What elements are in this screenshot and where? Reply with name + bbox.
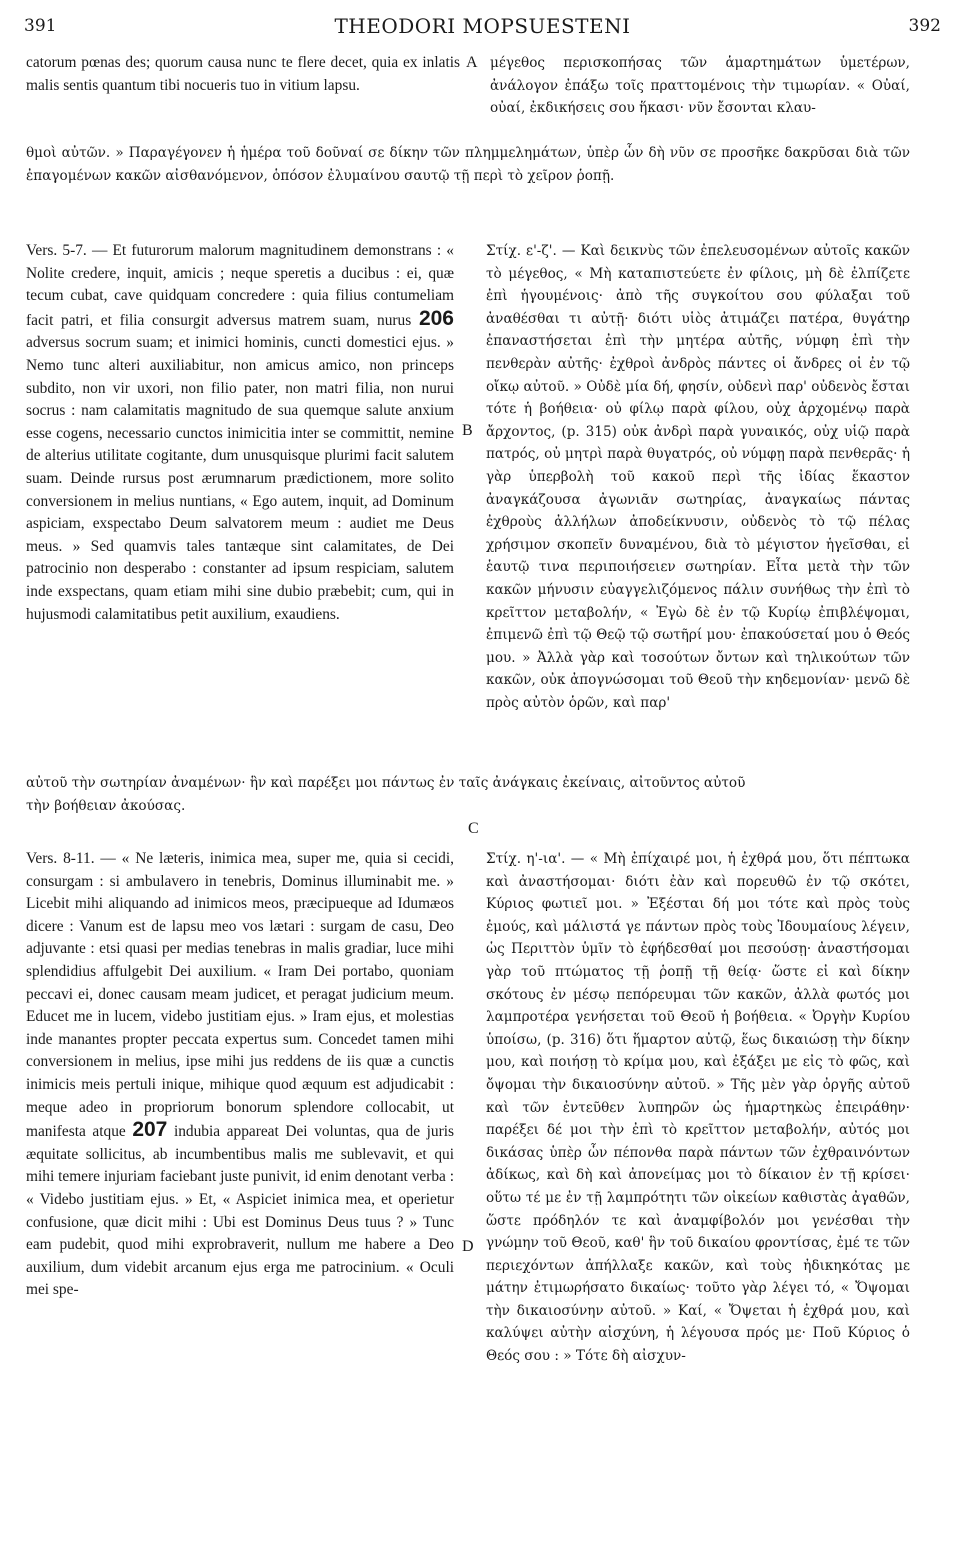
margin-letter-c: C — [468, 820, 479, 837]
latin-column-section-1 — [26, 240, 454, 768]
latin-column-section-2 — [26, 848, 454, 1528]
latin-text-5-7-part-a: Vers. 5-7. — Et futurorum malorum magnitudinem demonstrans : « Nolite credere, inquit, amicis ; neque speretis a ducibus : ei, quæ tecum cubat, cave quidquam concredere : quia filius contumeliam facit patri, et filia consurgit adversus matrem suam, nurus — [26, 242, 454, 329]
running-title: THEODORI MOPSUESTENI — [334, 14, 631, 38]
column-number-206: 206 — [418, 306, 454, 330]
greek-column-section-2: Στίχ. η'-ια'. — « Μὴ ἐπίχαιρέ μοι, ἡ ἐχθρά μου, ὅτι πέπτωκα καὶ ἀναστήσομαι· διότι ἐὰν καὶ πορευθῶ ἐν τῷ σκότει, Κύριος φωτιεῖ μοι. » Ἐξέσται δή μοι τότε καὶ πρὸς τοὺς ἐμούς, καὶ μάλιστά γε πάντων πρὸς τοὺς Ἰδουμαίους λέγειν, ὡς Περιττὸν ὑμῖν τὸ ἐφήδεσθαί μοι πεσούσῃ· ἀναστήσομαι γὰρ τοῦ πτώματος τῇ ῥοπῇ τῇ θείᾳ· ὥστε εἰ καὶ δίκην σκότους ἐν μέσῳ πεπόρευμαι τῶν κακῶν, ἀλλὰ φωτός μοι λαμπροτέρα γενήσεται τοῦ Θεοῦ ἡ βοήθεια. « Ὀργὴν Κυρίου ὑποίσω, (p. 316) ὅτι ἥμαρτον αὐτῷ, ἕως δικαιώσῃ τὴν δίκην μου, καὶ ποιήσῃ τὸ κρίμα μου, καὶ ἐξάξει με εἰς τὸ φῶς, καὶ ὄψομαι τὴν δικαιοσύνην αὐτοῦ. » Τῆς μὲν γὰρ ὀργῆς αὐτοῦ καὶ τῶν ἐντεῦθεν λυπηρῶν ὡς ἡμαρτηκὼς ἐπειράθην· παρέξει δέ μοι τὴν ἐπὶ τὸ κρεῖττον μεταβολήν, αὐτός μοι δικάσας ὑπὲρ ὧν πέπονθα παρὰ πάντων τῶν ἐχθραινόντων ἀδίκως, καὶ δὴ καὶ ἀπονείμας μοι τὸ δίκαιον ἐν τῇ κρίσει· οὕτω τέ με ἐν τῇ λαμπρότητι τῶν οἰκείων καθιστὰς ἀγαθῶν, ὥστε πρόδηλόν τε καὶ ἀναμφίβολόν μοι γενέσθαι τὴν γνώμην τοῦ Θεοῦ, καθ' ἣν τοῦ δικαίου φροντίσας, ἐμέ τε τῶν περιεχόντων ἀπήλλαξε κακῶν, καὶ τοὺς ἠδικηκότας με μάτην ἐτιμωρήσατο δικαίως· τοῦτο γὰρ λέγει τό, « Ὄψομαι τὴν δικαιοσύνην αὐτοῦ. » Καί, « Ὄψεται ἡ ἐχθρά μου, καὶ καλύψει αὐτὴν αἰσχύνη, ἡ λέγουσα πρός με· Ποῦ Κύριος ὁ Θεός σου : » Τότε δὴ αἰσχυν- — [486, 851, 910, 1365]
top-latin-paragraph: catorum pœnas des; quorum causa nunc te flere decet, quia ex inlatis malis sentis quantum tibi nocueris tuo in vitium lapsu. — [26, 54, 460, 94]
page-number-left: 391 — [24, 16, 57, 36]
top-greek-continuation: θμοὶ αὐτῶν. » Παραγέγονεν ἡ ἡμέρα τοῦ δοῦναί σε δίκην τῶν πλημμελημάτων, ὑπὲρ ὧν δὴ νῦν σε προσῆκε δακρῦσαι διὰ τῶν ἐπαγομένων κακῶν αἰσθανόμενον, ὁπόσον ἐλυμαίνου σαυτῷ τῇ περὶ τὸ χεῖρον ῥοπῇ. — [26, 145, 910, 184]
column-number-207: 207 — [132, 1118, 168, 1142]
greek-column-section-1: Στίχ. ε'-ζ'. — Καὶ δεικνὺς τῶν ἐπελευσομένων αὐτοῖς κακῶν τὸ μέγεθος, « Μὴ καταπιστεύετε ἐν φίλοις, μὴ δὲ ἐλπίζετε ἐπὶ ἡγουμένοις· ἀπὸ τῆς συγκοίτου σου φύλαξαι τοῦ ἀναθέσθαι τι αὐτῇ· διότι υἱὸς ἀτιμάζει πατέρα, θυγάτηρ ἐπαναστήσεται ἐπὶ τὴν μητέρα αὐτῆς, νύμφη ἐπὶ τὴν πενθερὰν αὐτῆς· ἐχθροὶ ἀνδρὸς πάντες οἱ ἄνδρες οἱ ἐν τῷ οἴκῳ αὐτοῦ. » Οὐδὲ μία δή, φησίν, οὐδενὶ παρ' οὐδενὸς ἔσται τότε ἡ βοήθεια· οὐ φίλῳ παρὰ φίλου, οὐχ ἀρχομένῳ παρὰ ἄρχοντος, (p. 315) οὐκ ἀνδρὶ παρὰ γυναικός, οὐχ υἱῷ παρὰ πατρός, οὐ μητρὶ παρὰ θυγατρός, οὐ νύμφῃ παρὰ πενθερᾶς· ἡ γὰρ ὑπερβολὴ τοῦ κακοῦ περὶ τῆς ἰδίας ἕκαστον ἀναγκάζουσα ἀγωνιᾶν σωτηρίας, ἀναγκαίως πάντας ἐχθροὺς ἀλλήλων ἀποδείκνυσιν, οὐδενὸς τὸ τῷ πέλας χρήσιμον σκοπεῖν δυναμένου, διὰ τὸ μέγιστον ἡγεῖσθαι, εἰ ἑαυτῷ τινα περιποιήσειεν σωτηρίαν. Εἶτα μετὰ τὴν τῶν κακῶν μήνυσιν εὐαγγελιζόμενος πάλιν συνήθως τὴν ἐπὶ τὸ κρεῖττον μεταβολήν, « Ἐγὼ δὲ ἐν τῷ Κυρίῳ ἐπιβλέψομαι, ἐπιμενῶ ἐπὶ τῷ Θεῷ τῷ σωτῆρί μου· ἐπακούσεταί μου ὁ Θεός μου. » Ἀλλὰ γὰρ καὶ τοσούτων ὄντων καὶ τηλικούτων τῶν κακῶν, οὐκ ἀπογνώσομαι τοῦ Θεοῦ τὴν κηδεμονίαν· μενῶ δὲ πρὸς αὐτὸν ὁρῶν, καὶ παρ' — [486, 243, 910, 711]
greek-bridge-line-1: αὐτοῦ τὴν σωτηρίαν ἀναμένων· ἣν καὶ παρέξει μοι πάντως ἐν ταῖς ἀνάγκαις ἐκείναις, αἰτοῦντος αὐτοῦ — [26, 775, 746, 791]
top-greek-paragraph: μέγεθος περισκοπήσας τῶν ἁμαρτημάτων ὑμετέρων, ἀνάλογον ἐπάξω τοῖς πραττομένοις τὴν τιμωρίαν. « Οὐαί, οὐαί, ἐκδικήσεις σου ἥκασι· νῦν ἔσονται κλαυ- — [490, 55, 910, 117]
greek-bridge-line — [26, 772, 910, 817]
page-number-right: 392 — [908, 16, 941, 36]
latin-text-5-7-part-b: adversus socrum suam; et inimici hominis, cuncti domestici ejus. » Nemo tunc alteri auxiliabitur, non amicus amico, non princeps subdito, non vir uxori, non filio pater, non matri filia, non nurui socrus : nam calamitatis magnitudo de sua quemque salute anxium esse cogens, necessario cunctos inimicitia inter se committit, nemine de alterius utilitate cogitante, dum unusquisque plurimi facit salutem suam. Deinde rursus post ærumnarum prædictionem, more solito conversionem in melius nuntians, « Ego autem, inquit, ad Dominum aspiciam, exspectabo Deum salvatorem meum : audiet me Deus meus. » Sed quamvis tales tantæque sint calamitates, de Dei patrocinio non desperabo : constanter ad ipsum respiciam, salutem inde exspectans, quam etiam mihi sine dubio præbebit; cum, qui in hujusmodi calamitatibus petit auxilium, exaudiens. — [26, 334, 454, 623]
running-header — [24, 10, 941, 44]
latin-text-8-11-part-b: indubia appareat Dei voluntas, qua de juris æquitate sollicitus, ab incumbentibus malis me sublevavit, et qui mihi temere injuriam faciebant juste punivit, id enim denotant verba : « Videbo justitiam ejus. » Et, « Aspiciet inimica mea, et operietur confusione, quæ dicit mihi : Ubi est Dominus Deus tuus ? » Tunc eam pudebit, quod mihi exprobraverit, nullum me habere a Deo auxilium, dum videbit arcanum ejus erga me patrocinium. « Oculi mei spe- — [26, 1123, 454, 1299]
greek-bridge-line-2: τὴν βοήθειαν ἀκούσας. — [26, 797, 186, 814]
margin-letter-d: D — [462, 1238, 474, 1255]
margin-letter-a: A — [466, 54, 478, 71]
latin-text-8-11-part-a: Vers. 8-11. — « Ne læteris, inimica mea, super me, quia si cecidi, consurgam : si ambulavero in tenebris, Dominus illuminabit me. » Licebit mihi aliquando ad inimicos meos, præcipueque ad Idumæos dicere : Vanum est de lapsu meo vos lætari : surgam de casu, Deo adjuvante : etsi quasi per medias tenebras in malis gradiar, luce mihi splendidius affulgebit Dei auxilium. « Iram Dei portabo, quoniam peccavi ei, donec causam meam judicet, et peragat judicium meum. Educet me in lucem, videbo justitiam ejus. » Iram ejus, et molestias inde manantes propter peccata expertus sum. Concedet tamen mihi conversionem in melius, ipse mihi jus reddens de iis quæ a cunctis inimicis meis pertuli inique, mihique quod æquum est adjudicabit : meque adeo in propriorum bonorum splendore collocabit, ut manifesta atque — [26, 850, 454, 1141]
margin-letter-b: B — [462, 422, 473, 439]
